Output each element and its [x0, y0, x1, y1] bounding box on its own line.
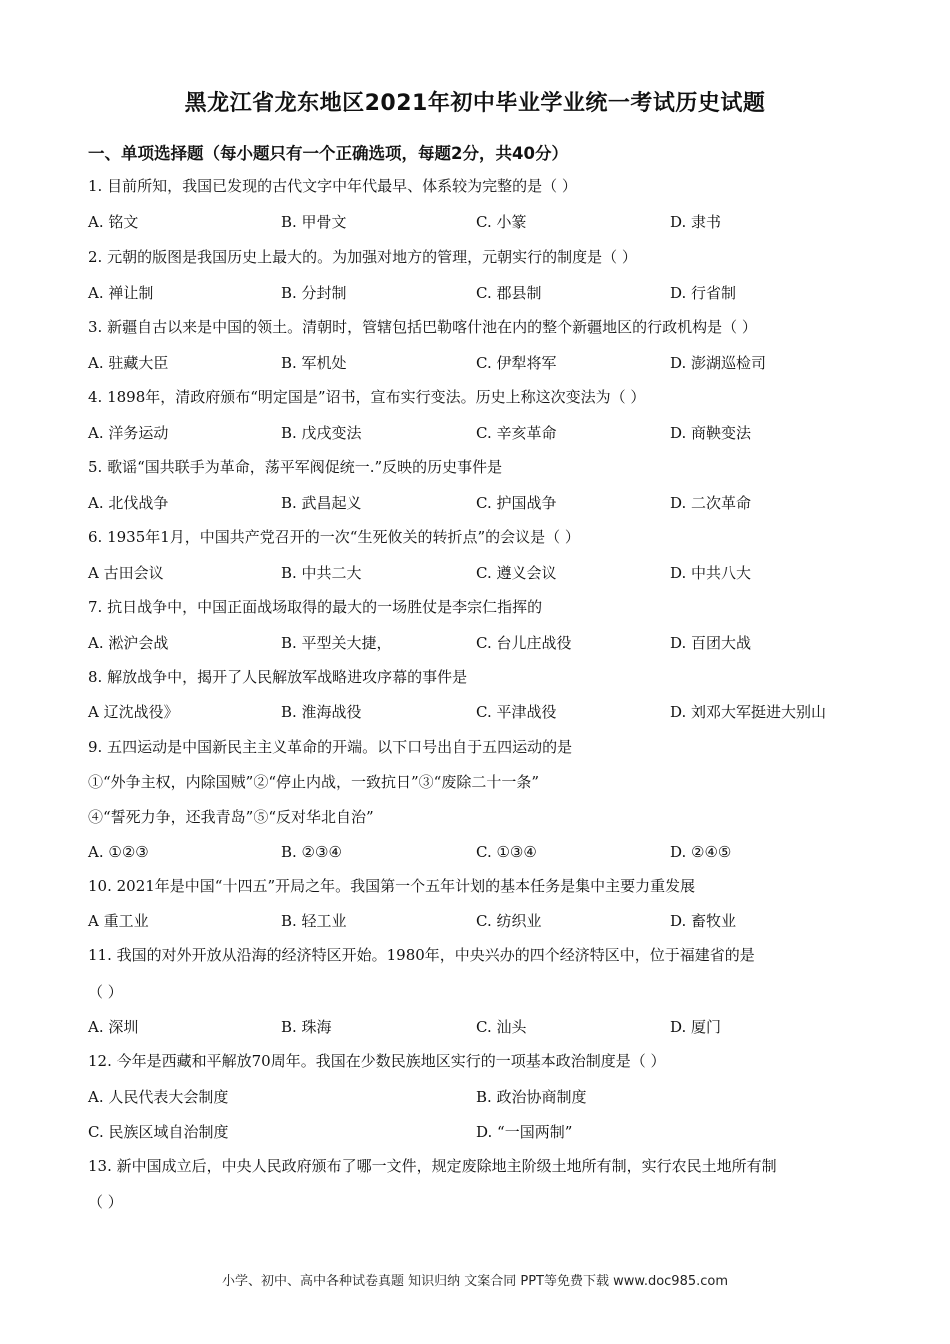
- question-9-options: [88, 841, 868, 863]
- question-4-options: [88, 422, 868, 444]
- question-5-options: [88, 492, 868, 514]
- page-footer: 小学、初中、高中各种试卷真题 知识归纳 文案合同 PPT等免费下载 www.doc985.com: [221, 1274, 729, 1289]
- question-9-slogans-1: ①“外争主权，内除国贼”②“停止内战，一致抗日”③“废除二十一条”: [88, 773, 540, 791]
- question-8-stem: 8. 解放战争中，揭开了人民解放军战略进攻序幕的事件是: [88, 668, 468, 686]
- question-2-options: [88, 282, 868, 304]
- option-c: C. 小篆: [476, 213, 527, 231]
- question-12-options-row1: [88, 1086, 868, 1108]
- option-a: A. ①②③: [88, 843, 149, 861]
- option-d: D. ②④⑤: [670, 843, 732, 861]
- question-1-options: [88, 211, 868, 233]
- option-c: C. 汕头: [476, 1018, 527, 1036]
- option-a: A. 深圳: [88, 1018, 139, 1036]
- question-10-stem: 10. 2021年是中国“十四五”开局之年。我国第一个五年计划的基本任务是集中主要力重发展: [88, 877, 696, 895]
- option-c: C. 伊犁将军: [476, 354, 557, 372]
- option-b: B. 轻工业: [281, 912, 347, 930]
- section-heading: 一、单项选择题（每小题只有一个正确选项，每题2分，共40分）: [88, 144, 568, 163]
- question-10-options: [88, 910, 868, 932]
- option-d: D. 隶书: [670, 213, 722, 231]
- option-a: A. 驻藏大臣: [88, 354, 169, 372]
- option-a: A. 北伐战争: [88, 494, 169, 512]
- option-b: B. 中共二大: [281, 564, 362, 582]
- question-11-options: [88, 1016, 868, 1038]
- option-b: B. ②③④: [281, 843, 342, 861]
- option-d: D. 澎湖巡检司: [670, 354, 767, 372]
- question-3-options: [88, 352, 868, 374]
- option-b: B. 政治协商制度: [476, 1088, 587, 1106]
- option-c: C. 遵义会议: [476, 564, 557, 582]
- option-c: C. 郡县制: [476, 284, 542, 302]
- option-b: B. 戊戌变法: [281, 424, 362, 442]
- option-b: B. 武昌起义: [281, 494, 362, 512]
- option-d: D. 刘邓大军挺进大别山: [670, 703, 827, 721]
- option-d: D. 畜牧业: [670, 912, 737, 930]
- question-7-stem: 7. 抗日战争中，中国正面战场取得的最大的一场胜仗是李宗仁指挥的: [88, 598, 543, 616]
- option-b: B. 淮海战役: [281, 703, 362, 721]
- question-13-answer-paren: （ ）: [88, 1193, 123, 1211]
- question-13-stem: 13. 新中国成立后，中央人民政府颁布了哪一文件，规定废除地主阶级土地所有制，实行农民土地所有制: [88, 1157, 777, 1175]
- option-c: C. 台儿庄战役: [476, 634, 572, 652]
- question-6-options: [88, 562, 868, 584]
- option-c: C. ①③④: [476, 843, 537, 861]
- question-8-options: [88, 701, 868, 723]
- question-3-stem: 3. 新疆自古以来是中国的领土。清朝时，管辖包括巴勒喀什池在内的整个新疆地区的行政机构是（ ）: [88, 318, 757, 336]
- option-a: A. 人民代表大会制度: [88, 1088, 229, 1106]
- option-b: B. 分封制: [281, 284, 347, 302]
- option-b: B. 军机处: [281, 354, 347, 372]
- option-c: C. 平津战役: [476, 703, 557, 721]
- option-d: D. 商鞅变法: [670, 424, 752, 442]
- page-title: 黑龙江省龙东地区2021年初中毕业学业统一考试历史试题: [184, 91, 766, 116]
- option-d: D. 行省制: [670, 284, 737, 302]
- question-1-stem: 1. 目前所知，我国已发现的古代文字中年代最早、体系较为完整的是（ ）: [88, 177, 577, 195]
- question-5-stem: 5. 歌谣“国共联手为革命，荡平军阀促统一.”反映的历史事件是: [88, 458, 503, 476]
- question-4-stem: 4. 1898年，清政府颁布“明定国是”诏书，宣布实行变法。历史上称这次变法为（ ）: [88, 388, 646, 406]
- option-b: B. 珠海: [281, 1018, 332, 1036]
- question-12-options-row2: [88, 1121, 868, 1143]
- option-b: B. 甲骨文: [281, 213, 347, 231]
- option-c: C. 辛亥革命: [476, 424, 557, 442]
- question-6-stem: 6. 1935年1月，中国共产党召开的一次“生死攸关的转折点”的会议是（ ）: [88, 528, 580, 546]
- option-a: A. 铭文: [88, 213, 139, 231]
- question-9-stem: 9. 五四运动是中国新民主主义革命的开端。以下口号出自于五四运动的是: [88, 738, 573, 756]
- question-11-stem: 11. 我国的对外开放从沿海的经济特区开始。1980年，中央兴办的四个经济特区中，位于福建省的是: [88, 946, 755, 964]
- option-c: C. 民族区域自治制度: [88, 1123, 229, 1141]
- option-d: D. 厦门: [670, 1018, 722, 1036]
- option-c: C. 纺织业: [476, 912, 542, 930]
- option-d: D. 中共八大: [670, 564, 752, 582]
- question-7-options: [88, 632, 868, 654]
- option-d: D. 百团大战: [670, 634, 752, 652]
- option-a: A 辽沈战役》: [88, 703, 179, 721]
- option-a: A 古田会议: [88, 564, 164, 582]
- question-9-slogans-2: ④“誓死力争，还我青岛”⑤“反对华北自治”: [88, 808, 374, 826]
- option-a: A 重工业: [88, 912, 149, 930]
- question-11-answer-paren: （ ）: [88, 983, 123, 1001]
- option-c: C. 护国战争: [476, 494, 557, 512]
- option-d: D. “一国两制”: [476, 1123, 573, 1141]
- option-a: A. 淞沪会战: [88, 634, 169, 652]
- option-a: A. 洋务运动: [88, 424, 169, 442]
- option-a: A. 禅让制: [88, 284, 154, 302]
- option-b: B. 平型关大捷，: [281, 634, 392, 652]
- option-d: D. 二次革命: [670, 494, 752, 512]
- question-2-stem: 2. 元朝的版图是我国历史上最大的。为加强对地方的管理，元朝实行的制度是（ ）: [88, 248, 637, 266]
- question-12-stem: 12. 今年是西藏和平解放70周年。我国在少数民族地区实行的一项基本政治制度是（ ）: [88, 1052, 666, 1070]
